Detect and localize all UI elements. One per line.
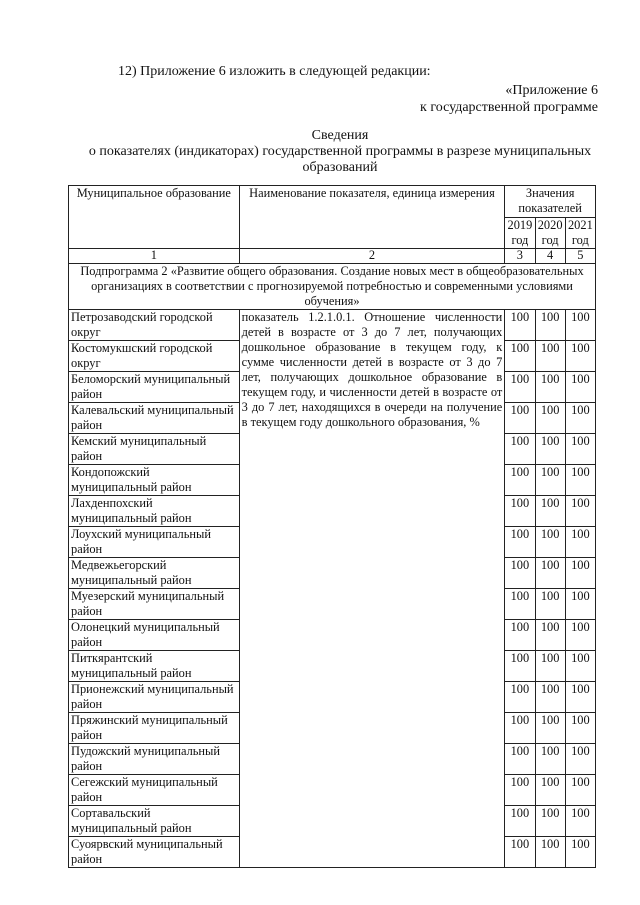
value-2020: 100: [535, 496, 565, 527]
municipality-name: Лоухский муниципальный район: [69, 527, 240, 558]
value-2020: 100: [535, 775, 565, 806]
header-year-2019: 2019 год: [505, 218, 535, 249]
municipality-name: Петрозаводский городской округ: [69, 310, 240, 341]
municipality-name: Олонецкий муниципальный район: [69, 620, 240, 651]
value-2020: 100: [535, 744, 565, 775]
municipality-name: Лахденпохский муниципальный район: [69, 496, 240, 527]
header-indicator: Наименование показателя, единица измерения: [239, 186, 505, 249]
column-numbers-row: [69, 249, 596, 264]
municipality-name: Прионежский муниципальный район: [69, 682, 240, 713]
value-2021: 100: [565, 496, 595, 527]
value-2019: 100: [505, 372, 535, 403]
value-2019: 100: [505, 403, 535, 434]
municipality-name: Беломорский муниципальный район: [69, 372, 240, 403]
column-number-5: 5: [565, 249, 595, 264]
value-2019: 100: [505, 589, 535, 620]
value-2021: 100: [565, 744, 595, 775]
value-2021: 100: [565, 651, 595, 682]
header-row: [69, 186, 596, 218]
value-2020: 100: [535, 837, 565, 868]
municipality-name: Сортавальский муниципальный район: [69, 806, 240, 837]
value-2019: 100: [505, 310, 535, 341]
value-2020: 100: [535, 310, 565, 341]
municipality-name: Костомукшский городской округ: [69, 341, 240, 372]
value-2020: 100: [535, 620, 565, 651]
value-2021: 100: [565, 310, 595, 341]
value-2021: 100: [565, 589, 595, 620]
municipality-name: Кондопожский муниципальный район: [69, 465, 240, 496]
value-2020: 100: [535, 403, 565, 434]
value-2019: 100: [505, 713, 535, 744]
table-row: [69, 310, 596, 341]
value-2020: 100: [535, 806, 565, 837]
value-2020: 100: [535, 465, 565, 496]
appendix-line-1: «Приложение 6: [505, 83, 598, 98]
value-2021: 100: [565, 341, 595, 372]
value-2020: 100: [535, 682, 565, 713]
value-2021: 100: [565, 713, 595, 744]
value-2021: 100: [565, 682, 595, 713]
indicator-description: показатель 1.2.1.0.1. Отношение численности детей в возрасте от 3 до 7 лет, получающих дошкольное образование в текущем году, к сумме численности детей в возрасте от 3 до 7 лет, получающих дошкольное образование в текущем году, и численности детей в возрасте от 3 до 7 лет, находящихся в очереди на получение в текущем году дошкольного образования, %: [239, 310, 505, 868]
value-2019: 100: [505, 682, 535, 713]
municipality-name: Муезерский муниципальный район: [69, 589, 240, 620]
value-2020: 100: [535, 341, 565, 372]
header-values: Значения показателей: [505, 186, 596, 218]
municipality-name: Питкярантский муниципальный район: [69, 651, 240, 682]
value-2020: 100: [535, 651, 565, 682]
value-2019: 100: [505, 496, 535, 527]
value-2021: 100: [565, 434, 595, 465]
document-title: [60, 128, 620, 176]
value-2021: 100: [565, 806, 595, 837]
value-2019: 100: [505, 775, 535, 806]
header-year-2021: 2021 год: [565, 218, 595, 249]
value-2019: 100: [505, 837, 535, 868]
municipality-name: Суоярвский муниципальный район: [69, 837, 240, 868]
value-2019: 100: [505, 744, 535, 775]
value-2019: 100: [505, 558, 535, 589]
column-number-4: 4: [535, 249, 565, 264]
column-number-3: 3: [505, 249, 535, 264]
value-2021: 100: [565, 775, 595, 806]
value-2019: 100: [505, 651, 535, 682]
value-2021: 100: [565, 837, 595, 868]
intro-text: 12) Приложение 6 изложить в следующей редакции:: [118, 64, 431, 79]
value-2020: 100: [535, 558, 565, 589]
value-2021: 100: [565, 372, 595, 403]
column-number-2: 2: [239, 249, 505, 264]
header-year-2020: 2020 год: [535, 218, 565, 249]
municipality-name: Пряжинский муниципальный район: [69, 713, 240, 744]
column-number-1: 1: [69, 249, 240, 264]
value-2021: 100: [565, 403, 595, 434]
value-2020: 100: [535, 713, 565, 744]
appendix-line-2: к государственной программе: [420, 100, 598, 115]
value-2021: 100: [565, 620, 595, 651]
value-2020: 100: [535, 527, 565, 558]
value-2019: 100: [505, 465, 535, 496]
title-line-3: образований: [302, 160, 378, 175]
appendix-reference: [420, 82, 598, 116]
header-municipality: Муниципальное образование: [69, 186, 240, 249]
value-2020: 100: [535, 434, 565, 465]
municipality-name: Кемский муниципальный район: [69, 434, 240, 465]
value-2021: 100: [565, 558, 595, 589]
value-2019: 100: [505, 527, 535, 558]
value-2021: 100: [565, 465, 595, 496]
value-2019: 100: [505, 620, 535, 651]
value-2019: 100: [505, 806, 535, 837]
municipality-name: Калевальский муниципальный район: [69, 403, 240, 434]
subprogram-row: [69, 264, 596, 310]
indicators-table: [68, 185, 596, 868]
value-2019: 100: [505, 434, 535, 465]
subprogram-title: Подпрограмма 2 «Развитие общего образования. Создание новых мест в общеобразовательных организациях в соответствии с прогнозируемой потребностью и современными условиями обучения»: [69, 264, 596, 310]
municipality-name: Медвежьегорский муниципальный район: [69, 558, 240, 589]
title-line-1: Сведения: [311, 128, 369, 143]
value-2020: 100: [535, 372, 565, 403]
title-line-2: о показателях (индикаторах) государственной программы в разрезе муниципальных: [88, 144, 592, 159]
municipality-name: Пудожский муниципальный район: [69, 744, 240, 775]
value-2021: 100: [565, 527, 595, 558]
municipality-name: Сегежский муниципальный район: [69, 775, 240, 806]
value-2020: 100: [535, 589, 565, 620]
value-2019: 100: [505, 341, 535, 372]
